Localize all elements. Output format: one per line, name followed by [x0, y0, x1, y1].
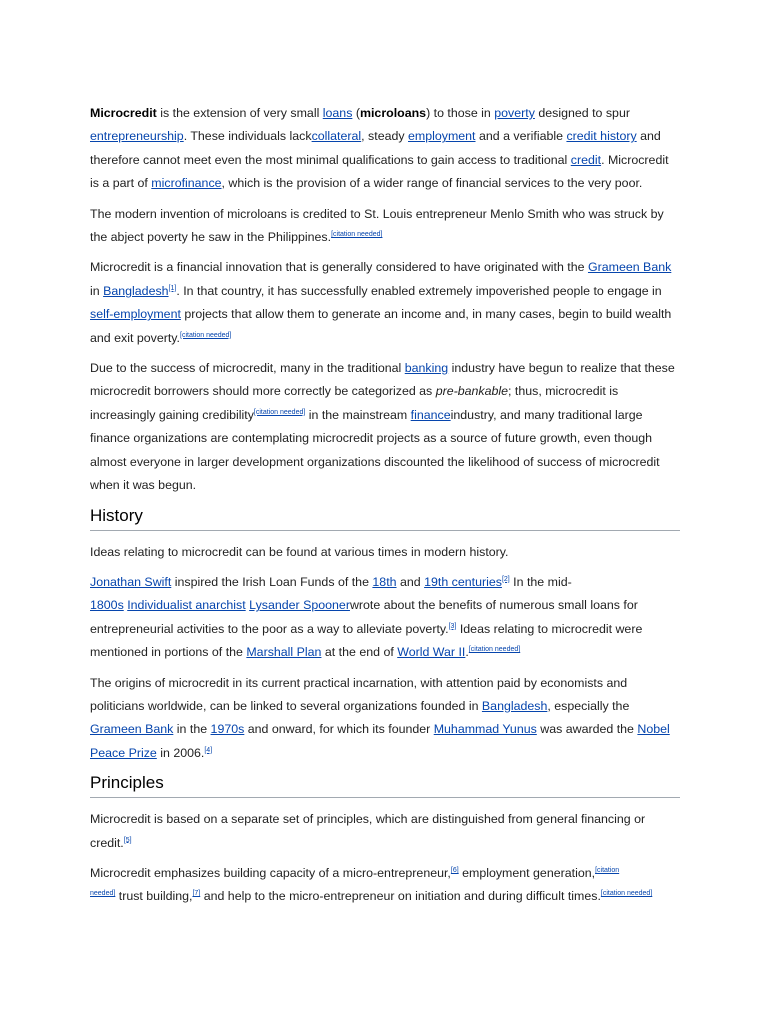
text: at the end of [321, 645, 398, 660]
text: The modern invention of microloans is credited to St. Louis entrepreneur Menlo Smith who was struck by the abject poverty he saw in the Philippines. [90, 206, 664, 245]
text: . These individuals lack [183, 129, 312, 144]
history-origins-paragraph [90, 672, 680, 766]
text: designed to spur [534, 106, 630, 120]
link-bangladesh[interactable]: Bangladesh [481, 698, 548, 713]
link-bangladesh[interactable]: Bangladesh [103, 283, 169, 298]
term-microcredit: Microcredit [90, 106, 157, 120]
grameen-paragraph [90, 256, 680, 350]
section-heading-history: History [90, 505, 680, 531]
text: . Microcredit is a part of [90, 152, 669, 191]
link-grameen-bank[interactable]: Grameen Bank [587, 260, 672, 275]
text: was awarded the [536, 722, 638, 737]
text: . [465, 645, 469, 660]
text: Ideas relating to microcredit were mentioned in portions of the [90, 621, 643, 660]
ref-3-link[interactable]: [3] [448, 622, 457, 630]
history-swift-paragraph [90, 571, 680, 665]
text: and onward, for which its founder [244, 722, 434, 737]
link-world-war-ii[interactable]: World War II [397, 645, 466, 660]
link-1970s[interactable]: 1970s [210, 722, 245, 737]
link-microfinance[interactable]: microfinance [151, 176, 222, 191]
principles-capacity-paragraph [90, 862, 680, 909]
text: Microcredit is a financial innovation that is generally considered to have originated with the [90, 260, 588, 275]
text: wrote about the benefits of numerous small loans for entrepreneurial activities to the poor as a way to alleviate poverty. [90, 598, 638, 636]
citation-needed[interactable] [601, 890, 652, 897]
ref-1-link[interactable]: [1] [168, 284, 177, 292]
citation-needed[interactable] [331, 231, 382, 238]
link-nobel-peace-prize[interactable]: Nobel Peace Prize [90, 722, 670, 760]
banking-paragraph [90, 357, 680, 497]
ref-4[interactable] [204, 747, 212, 754]
link-18th[interactable]: 18th [372, 574, 397, 589]
link-19th-centuries[interactable]: 19th centuries [424, 574, 502, 589]
link-loans[interactable]: loans [322, 106, 353, 120]
link-credit[interactable]: credit [570, 152, 602, 167]
term-microloans: microloans [359, 106, 427, 120]
text: ; thus, microcredit is increasingly gaining credibility [90, 384, 619, 422]
text: . In that country, it has successfully enabled extremely impoverished people to engage in [176, 283, 662, 298]
text: trust building, [115, 889, 193, 904]
ref-7-link[interactable]: [7] [192, 890, 201, 898]
text: projects that allow them to generate an income and, in many cases, begin to build wealth and exit poverty. [90, 307, 672, 345]
citation-needed-link[interactable]: [citation needed] [253, 408, 306, 416]
citation-needed[interactable] [180, 332, 231, 339]
text: , especially the [547, 698, 630, 713]
link-entrepreneurship[interactable]: entrepreneurship [90, 129, 184, 144]
ref-5-link[interactable]: [5] [123, 836, 132, 844]
citation-needed[interactable] [254, 409, 305, 416]
text: Microcredit emphasizes building capacity of a micro-entrepreneur, [90, 865, 451, 880]
link-marshall-plan[interactable]: Marshall Plan [246, 645, 322, 660]
link-jonathan-swift[interactable]: Jonathan Swift [90, 574, 172, 589]
intro-paragraph [90, 102, 680, 196]
citation-needed-link[interactable]: [citation needed] [468, 646, 521, 653]
citation-needed-link[interactable]: [citation needed] [600, 890, 653, 898]
text: in 2006. [156, 745, 205, 760]
ref-4-link[interactable]: [4] [204, 746, 213, 754]
link-lysander-spooner[interactable]: Lysander Spooner [249, 598, 350, 613]
citation-needed-link[interactable]: [citation needed] [180, 331, 232, 339]
link-banking[interactable]: banking [404, 361, 449, 376]
text: and therefore cannot meet even the most minimal qualifications to gain access to traditional [90, 129, 661, 167]
link-poverty[interactable]: poverty [494, 106, 535, 120]
text: ( [352, 106, 360, 120]
ref-2-link[interactable]: [2] [501, 575, 510, 583]
ref-2[interactable] [502, 576, 510, 583]
citation-needed-link[interactable]: [citation [595, 866, 620, 874]
text: employment generation, [458, 865, 596, 880]
ref-6-link[interactable]: [6] [450, 866, 459, 874]
link-self-employment[interactable]: self-employment [90, 307, 181, 322]
citation-needed[interactable] [469, 646, 520, 653]
term-pre-bankable: pre-bankable [435, 384, 509, 399]
link-employment[interactable]: employment [408, 129, 476, 144]
link-collateral[interactable]: collateral [311, 129, 362, 144]
link-finance[interactable]: finance [410, 407, 451, 422]
text: The origins of microcredit in its current practical incarnation, with attention paid by economists and politicians worldwide, can be linked to several organizations founded in [90, 675, 628, 713]
ref-5[interactable] [124, 836, 132, 843]
citation-needed-link[interactable]: needed] [90, 890, 116, 898]
text: is the extension of very small [156, 106, 323, 120]
text: and [396, 574, 425, 589]
menlo-smith-paragraph [90, 203, 680, 250]
article-body [90, 102, 680, 916]
text: and a verifiable [475, 129, 567, 144]
text: industry, and many traditional large finance organizations are contemplating microcredit projects as a source of future growth, even though almost everyone in larger development organizations discounted the likelihood of success of microcredit when it was begun. [90, 407, 660, 493]
history-intro-paragraph: Ideas relating to microcredit can be found at various times in modern history. [90, 544, 509, 559]
text: in [90, 283, 104, 298]
link-grameen-bank[interactable]: Grameen Bank [90, 722, 174, 737]
ref-6[interactable] [451, 867, 459, 874]
link-muhammad-yunus[interactable]: Muhammad Yunus [433, 722, 537, 737]
section-heading-principles: Principles [90, 772, 680, 798]
text: Microcredit is based on a separate set of principles, which are distinguished from general financing or credit. [90, 812, 646, 850]
text: and help to the micro-entrepreneur on initiation and during difficult times. [200, 889, 601, 904]
text: , steady [361, 129, 409, 144]
text: industry have begun to realize that these microcredit borrowers should more correctly be categorized as [90, 361, 675, 399]
link-individualist-anarchist[interactable]: Individualist anarchist [127, 598, 246, 613]
text: , which is the provision of a wider range of financial services to the very poor. [221, 176, 643, 191]
citation-needed-link[interactable]: [citation needed] [331, 230, 383, 238]
text: ) to those in [426, 106, 495, 120]
text: inspired the Irish Loan Funds of the [171, 574, 373, 589]
text: In the mid- [509, 574, 572, 589]
text: in the [173, 722, 211, 737]
text: in the mainstream [305, 407, 411, 422]
link-credit-history[interactable]: credit history [566, 129, 637, 144]
link-1800s[interactable]: 1800s [90, 598, 124, 613]
principles-intro-paragraph [90, 808, 680, 855]
text: Due to the success of microcredit, many in the traditional [90, 361, 405, 376]
